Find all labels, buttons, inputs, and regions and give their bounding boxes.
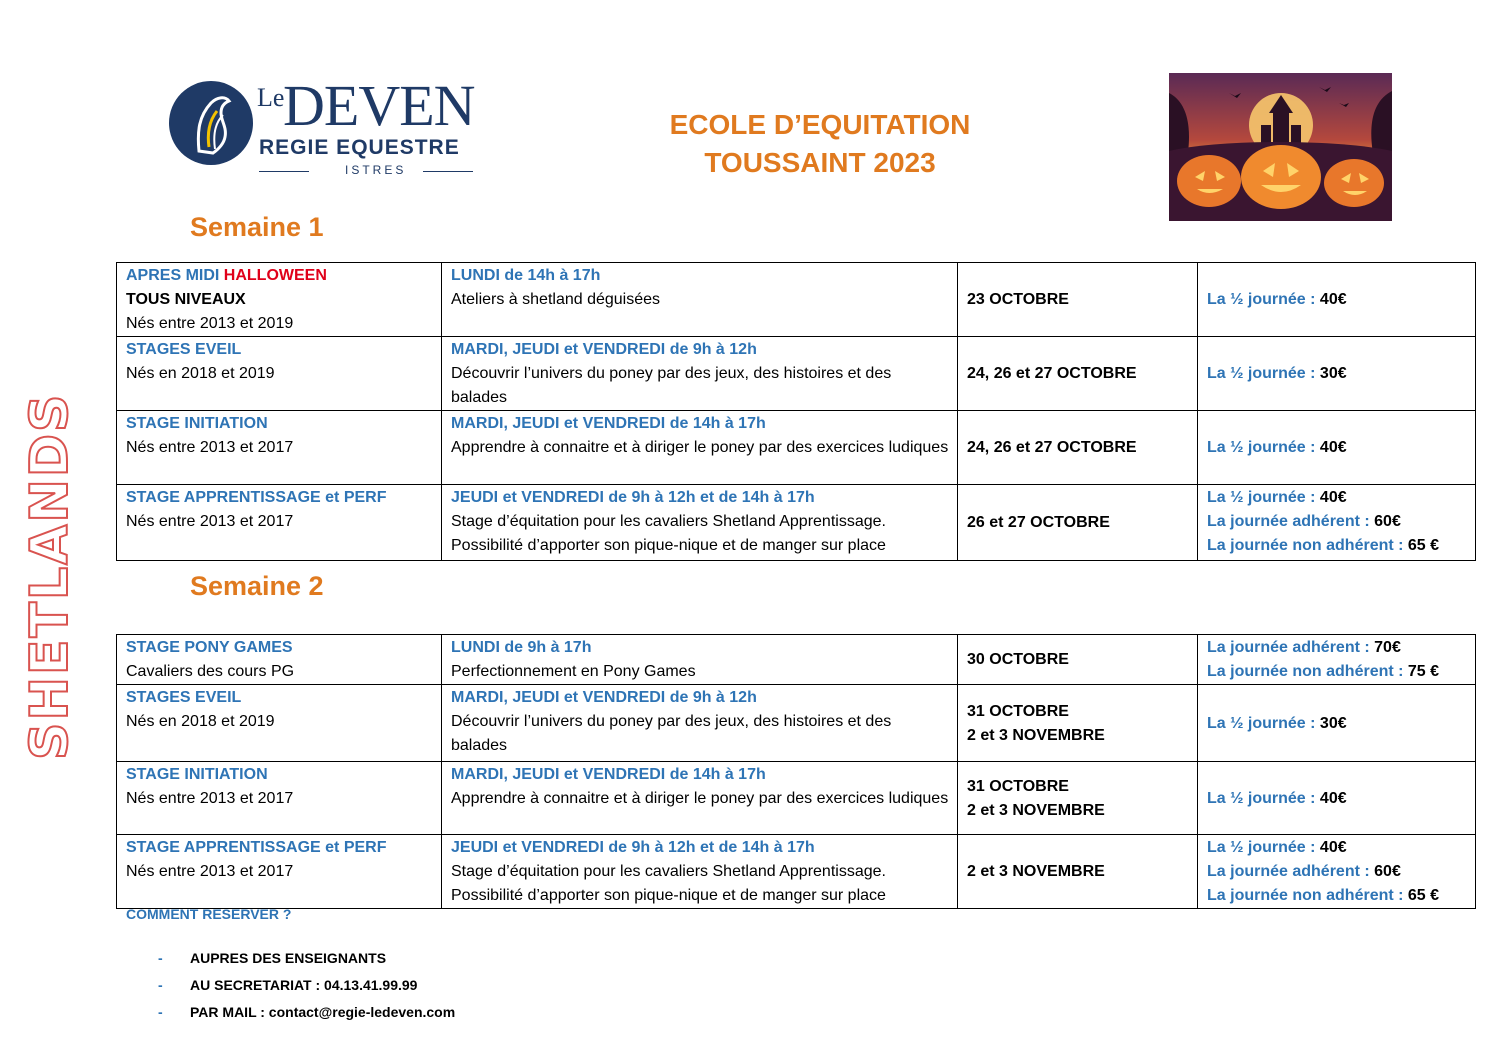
schedule-cell: MARDI, JEUDI et VENDREDI de 9h à 12h Découvrir l’univers du poney par des jeux, des histoires et des balades [442,685,958,762]
table-row [117,485,1476,561]
course-cell: STAGE PONY GAMES Cavaliers des cours PG [117,635,442,685]
dates-cell: 2 et 3 NOVEMBRE [958,835,1198,909]
schedule-cell: JEUDI et VENDREDI de 9h à 12h et de 14h à 17h Stage d’équitation pour les cavaliers Shetland Apprentissage. Possibilité d’apporter son pique-nique et de manger sur place [442,835,958,909]
schedule-cell: MARDI, JEUDI et VENDREDI de 14h à 17h Apprendre à connaitre et à diriger le poney par des exercices ludiques [442,762,958,835]
course-cell: STAGES EVEIL Nés en 2018 et 2019 [117,337,442,411]
course-cell: STAGE INITIATION Nés entre 2013 et 2017 [117,762,442,835]
week-1-heading: Semaine 1 [190,212,324,242]
price-cell: La journée adhérent : 70€ La journée non adhérent : 75 € [1198,635,1476,685]
dates-cell: 24, 26 et 27 OCTOBRE [958,411,1198,485]
price-cell: La ½ journée : 40€ La journée adhérent : 60€ La journée non adhérent : 65 € [1198,485,1476,561]
title-line-1: ECOLE D’EQUITATION [669,109,971,140]
logo [165,73,475,188]
course-cell: STAGE INITIATION Nés entre 2013 et 2017 [117,411,442,485]
week-2-table [116,634,1476,909]
logo-brand: DEVEN [283,73,475,138]
schedule-cell: LUNDI de 9h à 17h Perfectionnement en Pony Games [442,635,958,685]
schedule-cell: MARDI, JEUDI et VENDREDI de 14h à 17h Apprendre à connaitre et à diriger le poney par des exercices ludiques [442,411,958,485]
table-row [117,685,1476,762]
logo-divider-left [259,171,309,172]
table-row [117,762,1476,835]
price-cell: La ½ journée : 30€ [1198,685,1476,762]
table-row [117,337,1476,411]
list-item: - PAR MAIL : contact@regie-ledeven.com [158,1004,456,1020]
dates-cell: 26 et 27 OCTOBRE [958,485,1198,561]
course-cell: APRES MIDI HALLOWEEN TOUS NIVEAUX Nés entre 2013 et 2019 [117,263,442,337]
logo-subtitle: REGIE EQUESTRE [259,136,460,159]
schedule-cell: MARDI, JEUDI et VENDREDI de 9h à 12h Découvrir l’univers du poney par des jeux, des histoires et des balades [442,337,958,411]
table-row [117,411,1476,485]
price-cell: La ½ journée : 40€ [1198,411,1476,485]
table-row [117,635,1476,685]
table-row [117,835,1476,909]
horse-head-icon [169,81,253,165]
list-item: - AU SECRETARIAT : 04.13.41.99.99 [158,977,418,993]
dates-cell: 31 OCTOBRE 2 et 3 NOVEMBRE [958,762,1198,835]
dates-cell: 23 OCTOBRE [958,263,1198,337]
price-cell: La ½ journée : 40€ La journée adhérent : 60€ La journée non adhérent : 65 € [1198,835,1476,909]
booking-list [158,950,658,1031]
logo-city: ISTRES [345,163,407,177]
booking-section [126,906,456,1020]
dates-cell: 31 OCTOBRE 2 et 3 NOVEMBRE [958,685,1198,762]
list-item: - AUPRES DES ENSEIGNANTS [158,950,387,966]
course-cell: STAGE APPRENTISSAGE et PERF Nés entre 2013 et 2017 [117,835,442,909]
week-2-heading: Semaine 2 [190,571,324,601]
dates-cell: 30 OCTOBRE [958,635,1198,685]
logo-divider-right [423,171,473,172]
week-1-table [116,262,1476,561]
schedule-cell: LUNDI de 14h à 17h Ateliers à shetland déguisées [442,263,958,337]
table-row [117,263,1476,337]
price-cell: La ½ journée : 40€ [1198,762,1476,835]
course-cell: STAGE APPRENTISSAGE et PERF Nés entre 2013 et 2017 [117,485,442,561]
course-cell: STAGES EVEIL Nés en 2018 et 2019 [117,685,442,762]
booking-heading: COMMENT RESERVER ? [126,906,292,922]
halloween-pumpkins-image [1169,73,1392,221]
price-cell: La ½ journée : 40€ [1198,263,1476,337]
schedule-cell: JEUDI et VENDREDI de 9h à 12h et de 14h à 17h Stage d’équitation pour les cavaliers Shetland Apprentissage. Possibilité d’apporter son pique-nique et de manger sur place [442,485,958,561]
page-title [610,106,1030,182]
price-cell: La ½ journée : 30€ [1198,337,1476,411]
title-line-2: TOUSSAINT 2023 [704,147,936,178]
logo-le: Le [257,83,285,112]
side-label: SHETLANDS [20,392,80,760]
dates-cell: 24, 26 et 27 OCTOBRE [958,337,1198,411]
